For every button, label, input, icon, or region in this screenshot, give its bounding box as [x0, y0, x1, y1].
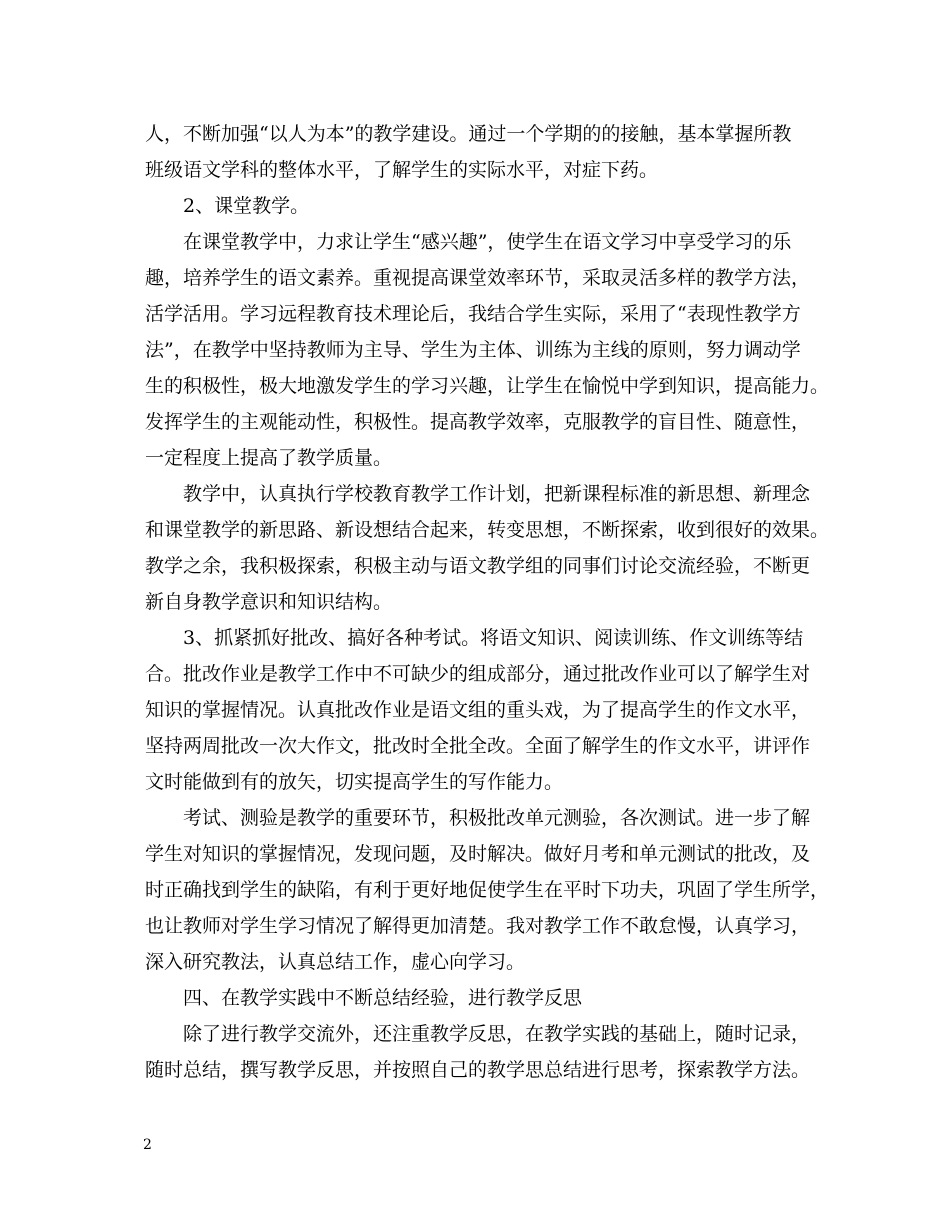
text-line: 知识的掌握情况。认真批改作业是语文组的重头戏，为了提高学生的作文水平， [145, 699, 811, 721]
section-heading: 2、课堂教学。 [183, 195, 310, 217]
section-heading: 3、抓紧抓好批改、搞好各种考试。将语文知识、阅读训练、作文训练等结 [183, 627, 804, 649]
text-line: 发挥学生的主观能动性，积极性。提高教学效率，克服教学的盲目性、随意性， [145, 411, 811, 433]
text-line: 和课堂教学的新思路、新设想结合起来，转变思想，不断探索，收到很好的效果。 [145, 519, 830, 541]
text-line: 也让教师对学生学习情况了解得更加清楚。我对教学工作不敢怠慢，认真学习， [145, 915, 811, 937]
text-line: 合。批改作业是教学工作中不可缺少的组成部分，通过批改作业可以了解学生对 [145, 663, 811, 685]
page-number: 2 [143, 1137, 152, 1153]
text-line: 除了进行教学交流外，还注重教学反思，在教学实践的基础上，随时记录， [183, 1023, 811, 1045]
section-heading: 四、在教学实践中不断总结经验，进行教学反思 [183, 987, 583, 1009]
text-line: 在课堂教学中，力求让学生“感兴趣”，使学生在语文学习中享受学习的乐 [183, 231, 792, 253]
text-line: 班级语文学科的整体水平，了解学生的实际水平，对症下药。 [145, 159, 659, 181]
text-line: 趣，培养学生的语文素养。重视提高课堂效率环节，采取灵活多样的教学方法， [145, 267, 811, 289]
text-line: 一定程度上提高了教学质量。 [145, 447, 393, 469]
text-line: 人，不断加强“以人为本”的教学建设。通过一个学期的的接触，基本掌握所教 [145, 123, 792, 145]
text-line: 法”，在教学中坚持教师为主导、学生为主体、训练为主线的原则，努力调动学 [145, 339, 801, 361]
text-line: 考试、测验是教学的重要环节，积极批改单元测验，各次测试。进一步了解 [183, 807, 811, 829]
text-line: 深入研究教法，认真总结工作，虚心向学习。 [145, 951, 526, 973]
text-line: 坚持两周批改一次大作文，批改时全批全改。全面了解学生的作文水平，讲评作 [145, 735, 811, 757]
text-line: 时正确找到学生的缺陷，有利于更好地促使学生在平时下功夫，巩固了学生所学， [145, 879, 830, 901]
text-line: 活学活用。学习远程教育技术理论后，我结合学生实际，采用了“表现性教学方 [145, 303, 801, 325]
text-line: 教学之余，我积极探索，积极主动与语文教学组的同事们讨论交流经验，不断更 [145, 555, 811, 577]
text-line: 教学中，认真执行学校教育教学工作计划，把新课程标准的新思想、新理念 [183, 483, 811, 505]
text-line: 文时能做到有的放矢，切实提高学生的写作能力。 [145, 771, 564, 793]
text-line: 生的积极性，极大地激发学生的学习兴趣，让学生在愉悦中学到知识，提高能力。 [145, 375, 830, 397]
text-line: 学生对知识的掌握情况，发现问题，及时解决。做好月考和单元测试的批改，及 [145, 843, 811, 865]
text-line: 随时总结，撰写教学反思，并按照自己的教学思总结进行思考，探索教学方法。 [145, 1059, 811, 1081]
text-line: 新自身教学意识和知识结构。 [145, 591, 393, 613]
